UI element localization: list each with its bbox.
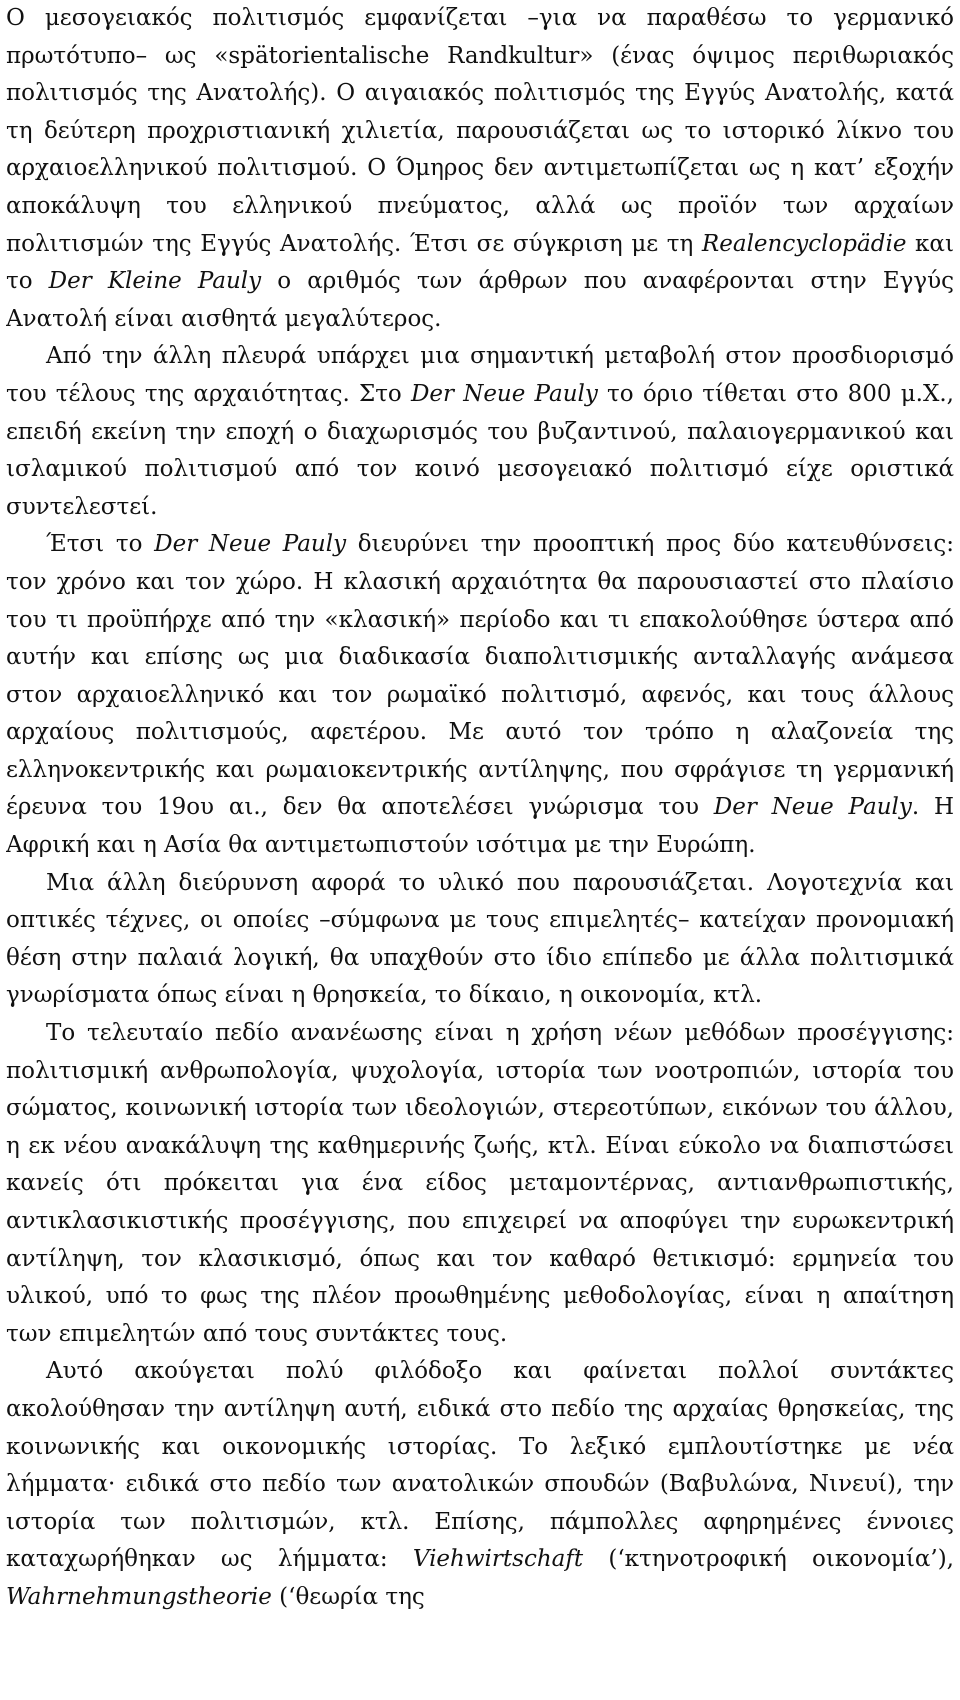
text-run: Ο μεσογειακός πολιτισμός εμφανίζεται –για να παραθέσω το γερμανικό πρωτότυπο– ως «spätorientalische Randkultur» (ένας όψιμος περιθωριακός πολιτισμός της Ανατολής). Ο αιγαιακός πολιτισμός της Εγγύς Ανατολής, κατά τη δεύτερη προχριστιανική χιλιετία, παρουσιάζεται ως το ιστορικό λίκνο του αρχαιοελληνικού πολιτισμού. Ο Όμηρος δεν αντιμετωπίζεται ως η κατ’ εξοχήν αποκάλυψη του ελληνικού πνεύματος, αλλά ως προϊόν των αρχαίων πολιτισμών της Εγγύς Ανατολής. Έτσι σε σύγκριση με τη xyxy=(6,5,954,257)
text-run: Το τελευταίο πεδίο ανανέωσης είναι η χρήση νέων μεθόδων προσέγγισης: πολιτισμική ανθρωπολογία, ψυχολογία, ιστορία των νοοτροπιών, ιστορία του σώματος, κοινωνική ιστορία των ιδεολογιών, στερεοτύπων, εικόνων του άλλου, η εκ νέου ανακάλυψη της καθημερινής ζωής, κτλ. Είναι εύκολο να διαπιστώσει κανείς ότι πρόκειται για ένα είδος μεταμοντέρνας, αντιανθρωπιστικής, αντικλασικιστικής προσέγγισης, που επιχειρεί να αποφύγει την ευρωκεντρική αντίληψη, τον κλασικισμό, όπως και τον καθαρό θετικισμό: ερμηνεία του υλικού, υπό το φως της πλέον προωθημένης μεθοδολογίας, είναι η απαίτηση των επιμελητών από τους συντάκτες τους. xyxy=(6,1020,954,1347)
paragraph-3 xyxy=(6,526,954,864)
text-run: ο αριθμός των άρθρων που αναφέρονται στην Εγγύς Ανατολή είναι αισθητά μεγαλύτερος. xyxy=(6,268,954,332)
paragraph-4 xyxy=(6,865,954,1015)
text-run: και το xyxy=(6,230,954,295)
paragraph-6 xyxy=(6,1353,954,1616)
italic-title: Der Neue Pauly xyxy=(713,794,912,821)
text-run: διευρύνει την προοπτική προς δύο κατευθύνσεις: τον χρόνο και τον χώρο. Η κλασική αρχαιότητα θα παρουσιαστεί στο πλαίσιο του τι προϋπήρχε από την «κλασική» περίοδο και τι επακολούθησε ύστερα από αυτήν και επίσης ως μια διαδικασία διαπολιτισμικής ανταλλαγής ανάμεσα στον αρχαιοελληνικό και τον ρωμαϊκό πολιτισμό, αφενός, και τους άλλους αρχαίους πολιτισμούς, αφετέρου. Με αυτό τον τρόπο η αλαζονεία της ελληνοκεντρικής και ρωμαιοκεντρικής αντίληψης, που σφράγισε τη γερμανική έρευνα του 19ου αι., δεν θα αποτελέσει γνώρισμα του xyxy=(6,531,954,821)
paragraph-5 xyxy=(6,1015,954,1353)
italic-term: Wahrnehmungstheorie xyxy=(6,1583,272,1610)
text-run: Έτσι το xyxy=(46,531,155,558)
text-run: . Η Αφρική και η Ασία θα αντιμετωπιστούν ισότιμα με την Ευρώπη. xyxy=(6,794,954,859)
italic-title: Realencyclopädie xyxy=(701,230,907,257)
text-run: Μια άλλη διεύρυνση αφορά το υλικό που παρουσιάζεται. Λογοτεχνία και οπτικές τέχνες, οι οποίες –σύμφωνα με τους επιμελητές– κατείχαν προνομιακή θέση στην παλαιά λογική, θα υπαχθούν στο ίδιο επίπεδο με άλλα πολιτισμικά γνωρίσματα όπως είναι η θρησκεία, το δίκαιο, η οικονομία, κτλ. xyxy=(6,869,954,1009)
text-run: (‘θεωρία της xyxy=(271,1583,425,1610)
italic-title: Der Neue Pauly xyxy=(154,531,347,558)
italic-term: Viehwirtschaft xyxy=(412,1546,584,1573)
italic-title: Der Kleine Pauly xyxy=(48,268,262,295)
paragraph-2 xyxy=(6,338,954,526)
document-page xyxy=(6,0,954,1700)
text-run: (‘κτηνοτροφική οικονομία’), xyxy=(583,1546,954,1573)
italic-title: Der Neue Pauly xyxy=(410,380,598,407)
text-run: Από την άλλη πλευρά υπάρχει μια σημαντική μεταβολή στον προσδιορισμό του τέλους της αρχαιότητας. Στο xyxy=(6,343,954,407)
text-run: το όριο τίθεται στο 800 μ.Χ., επειδή εκείνη την εποχή ο διαχωρισμός του βυζαντινού, παλαιογερμανικού και ισλαμικού πολιτισμού από τον κοινό μεσογειακό πολιτισμό είχε οριστικά συντελεστεί. xyxy=(6,380,954,520)
paragraph-1 xyxy=(6,0,954,338)
text-run: Αυτό ακούγεται πολύ φιλόδοξο και φαίνεται πολλοί συντάκτες ακολούθησαν την αντίληψη αυτή, ειδικά στο πεδίο της αρχαίας θρησκείας, της κοινωνικής και οικονομικής ιστορίας. Το λεξικό εμπλουτίστηκε με νέα λήμματα· ειδικά στο πεδίο των ανατολικών σπουδών (Βαβυλώνα, Νινευί), την ιστορία των πολιτισμών, κτλ. Επίσης, πάμπολλες αφηρημένες έννοιες καταχωρήθηκαν ως λήμματα: xyxy=(6,1358,954,1573)
